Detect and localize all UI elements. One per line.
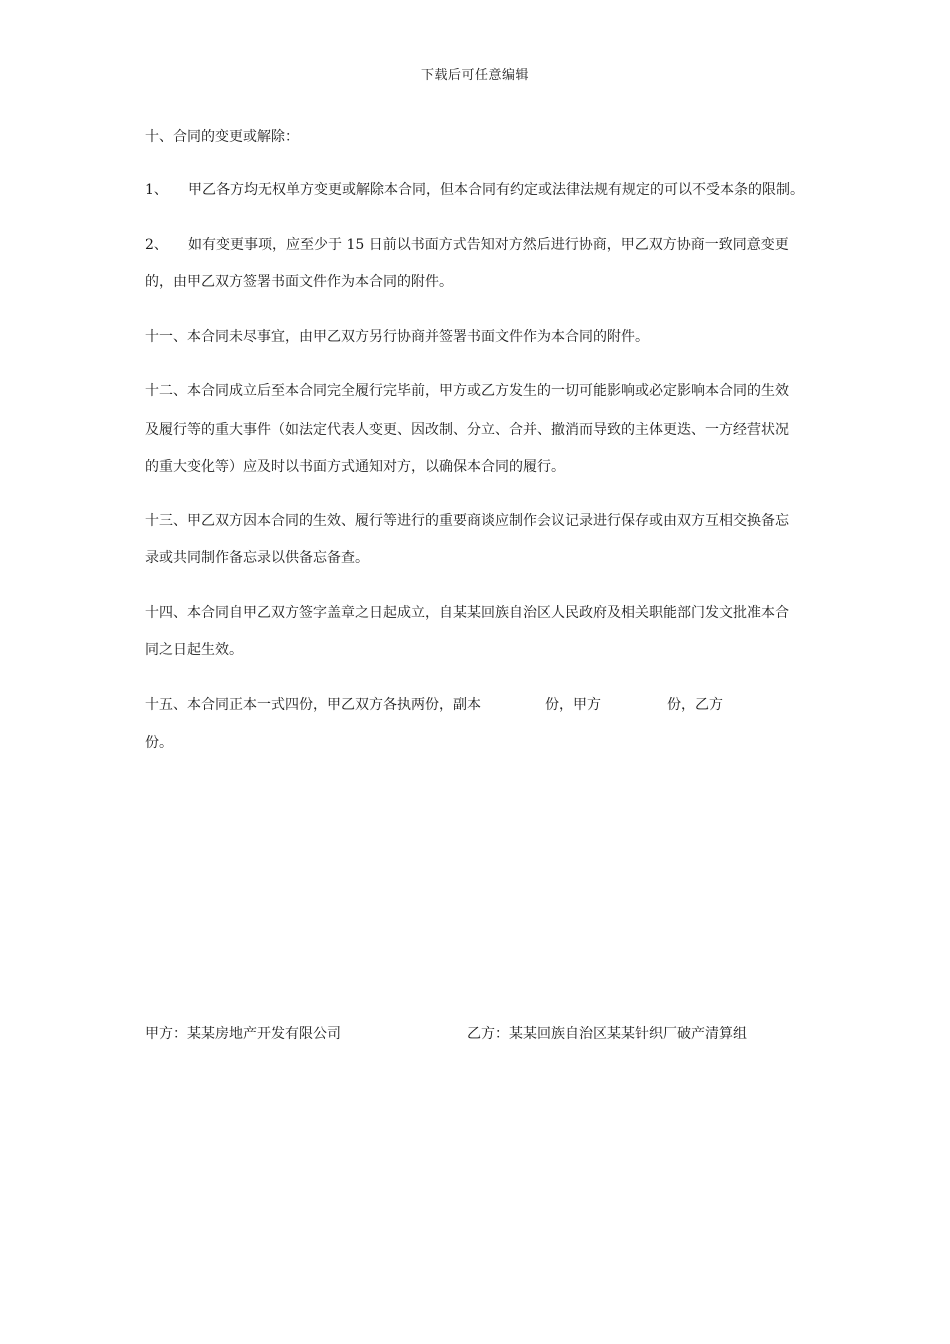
clause-11: 十一、本合同未尽事宜，由甲乙双方另行协商并签署书面文件作为本合同的附件。 [145,329,649,345]
clause-text: 甲乙各方均无权单方变更或解除本合同，但本合同有约定或法律法规有规定的可以不受本条的限制。 [188,182,804,198]
clause-15-part-3: 份，乙方 [667,697,723,713]
clause-10-2-line-1 [145,235,789,255]
clause-10-1 [145,180,804,200]
party-b-signature: 乙方：某某回族自治区某某针织厂破产清算组 [467,1026,747,1042]
clause-14-line-2: 同之日起生效。 [145,642,243,658]
clause-12-line-2: 及履行等的重大事件（如法定代表人变更、因改制、分立、合并、撤消而导致的主体更迭、一方经营状况 [145,422,789,438]
clause-10-2-line-2: 的，由甲乙双方签署书面文件作为本合同的附件。 [145,274,453,290]
clause-12-line-1: 十二、本合同成立后至本合同完全履行完毕前，甲方或乙方发生的一切可能影响或必定影响本合同的生效 [145,383,789,399]
clause-15-line-2: 份。 [145,735,173,751]
clause-15-line-1 [145,695,723,715]
clause-15-part-2: 份，甲方 [545,697,601,713]
clause-15-part-1: 十五、本合同正本一式四份，甲乙双方各执两份，副本 [145,697,481,713]
header-note: 下载后可任意编辑 [420,68,529,83]
clause-number: 1、 [145,182,168,198]
clause-number: 2、 [145,237,168,253]
clause-text: 如有变更事项，应至少于 15 日前以书面方式告知对方然后进行协商，甲乙双方协商一致同意变更 [188,237,789,253]
clause-14-line-1: 十四、本合同自甲乙双方签字盖章之日起成立，自某某回族自治区人民政府及相关职能部门发文批准本合 [145,605,789,621]
clause-10-title: 十、合同的变更或解除： [145,129,299,145]
clause-12-line-3: 的重大变化等）应及时以书面方式通知对方，以确保本合同的履行。 [145,459,565,475]
party-a-signature: 甲方：某某房地产开发有限公司 [145,1026,341,1042]
clause-13-line-1: 十三、甲乙双方因本合同的生效、履行等进行的重要商谈应制作会议记录进行保存或由双方互相交换备忘 [145,513,789,529]
clause-13-line-2: 录或共同制作备忘录以供备忘备查。 [145,550,369,566]
